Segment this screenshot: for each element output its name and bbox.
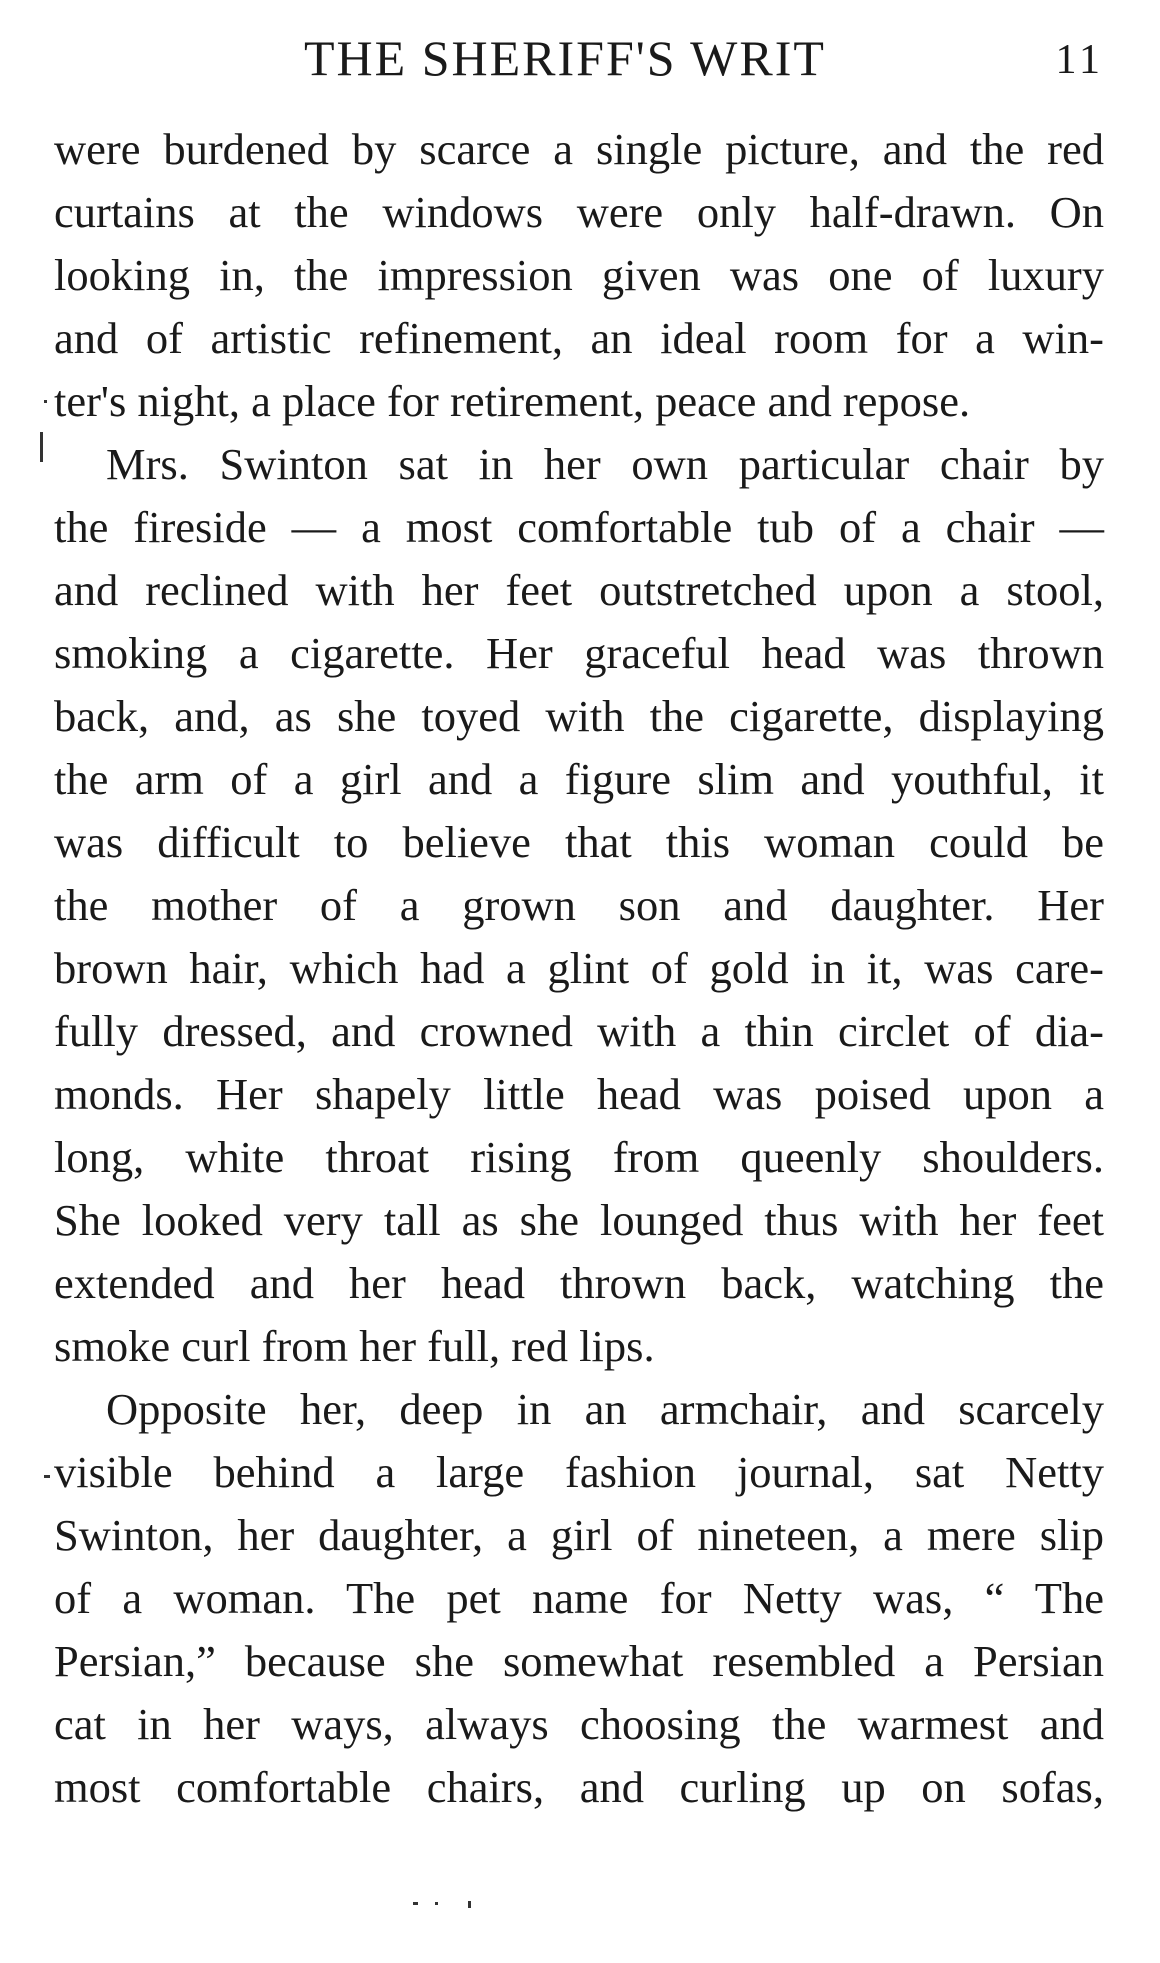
text-line: long, white throat rising from queenly shoulders. [54, 1132, 1104, 1182]
text-line: and of artistic refinement, an ideal room for a win- [54, 313, 1104, 363]
text-line: the mother of a grown son and daughter. Her [54, 880, 1104, 930]
text-line: was difficult to believe that this woman could be [54, 817, 1104, 867]
text-line: Swinton, her daughter, a girl of nineteen, a mere slip [54, 1510, 1104, 1560]
text-line: most comfortable chairs, and curling up on sofas, [54, 1762, 1104, 1812]
running-head [54, 28, 1104, 88]
text-line: ter's night, a place for retirement, peace and repose. [54, 376, 971, 426]
text-line: smoking a cigarette. Her graceful head was thrown [54, 628, 1104, 678]
print-speck [435, 1902, 438, 1905]
running-title: THE SHERIFF'S WRIT [304, 30, 826, 86]
text-line: fully dressed, and crowned with a thin circlet of dia- [54, 1006, 1104, 1056]
text-line: cat in her ways, always choosing the warmest and [54, 1699, 1104, 1749]
text-line: Opposite her, deep in an armchair, and scarcely [106, 1384, 1104, 1434]
text-line: smoke curl from her full, red lips. [54, 1321, 655, 1371]
print-speck [44, 400, 47, 403]
text-line: visible behind a large fashion journal, sat Netty [54, 1447, 1104, 1497]
text-line: the arm of a girl and a figure slim and youthful, it [54, 754, 1104, 804]
text-line: curtains at the windows were only half-drawn. On [54, 187, 1104, 237]
text-line: the fireside — a most comfortable tub of a chair — [54, 502, 1104, 552]
print-speck [44, 1475, 50, 1478]
text-line: She looked very tall as she lounged thus with her feet [54, 1195, 1104, 1245]
text-line: monds. Her shapely little head was poised upon a [54, 1069, 1104, 1119]
text-line: Mrs. Swinton sat in her own particular chair by [106, 439, 1104, 489]
text-line: extended and her head thrown back, watching the [54, 1258, 1104, 1308]
text-line: Persian,” because she somewhat resembled a Persian [54, 1636, 1104, 1686]
text-line: and reclined with her feet outstretched upon a stool, [54, 565, 1104, 615]
text-line: looking in, the impression given was one of luxury [54, 250, 1104, 300]
body-text [54, 118, 1104, 1819]
print-speck [40, 432, 43, 462]
page-number: 11 [1055, 37, 1104, 83]
print-speck [468, 1901, 471, 1908]
text-line: of a woman. The pet name for Netty was, “ The [54, 1573, 1104, 1623]
text-line: were burdened by scarce a single picture, and the red [54, 124, 1104, 174]
text-line: back, and, as she toyed with the cigarette, displaying [54, 691, 1104, 741]
text-line: brown hair, which had a glint of gold in it, was care- [54, 943, 1104, 993]
print-speck [413, 1902, 418, 1905]
